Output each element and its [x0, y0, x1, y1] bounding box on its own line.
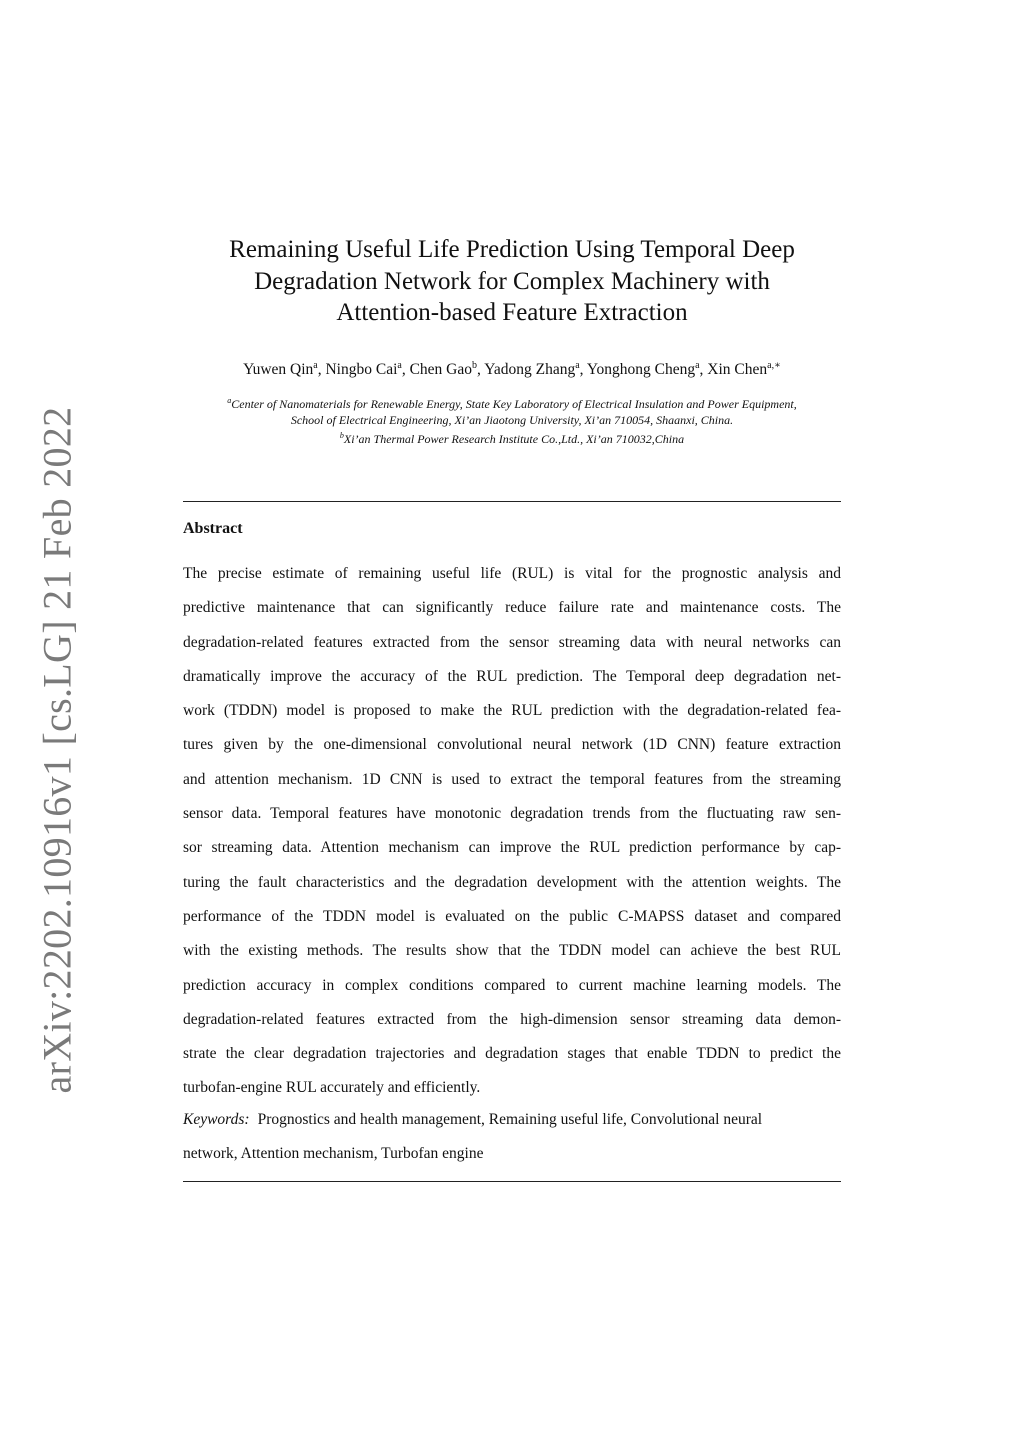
abstract-line: prediction accuracy in complex conditions compared to current machine learning models. The [183, 976, 841, 994]
title-line: Degradation Network for Complex Machinery with [254, 267, 770, 295]
abstract-line: predictive maintenance that can significantly reduce failure rate and maintenance costs. The [183, 599, 841, 617]
abstract-line: performance of the TDDN model is evaluated on the public C-MAPSS dataset and compared [183, 907, 841, 925]
affiliation-b-text: Xi’an Thermal Power Research Institute Co.,Ltd., Xi’an 710032,China [343, 432, 685, 446]
arxiv-identifier-stamp: arXiv:2202.10916v1 [cs.LG] 21 Feb 2022 [34, 406, 80, 1094]
affiliation-b-mark: b [339, 431, 344, 440]
abstract-heading: Abstract [183, 520, 243, 537]
keywords-line-1 [183, 1108, 841, 1142]
affiliation-a-line-1 [150, 393, 874, 412]
affiliation-a-mark: a [227, 396, 232, 405]
author-affiliation-mark: b [472, 360, 478, 371]
author-affiliation-mark: a [695, 360, 700, 371]
keywords-line-2: network, Attention mechanism, Turbofan engine [183, 1145, 484, 1163]
author-name: Chen Gao [409, 361, 473, 379]
affiliation-a-text: Center of Nanomaterials for Renewable Energy, State Key Laboratory of Electrical Insulation and Power Equipment, [231, 397, 797, 411]
author-name: Yuwen Qin [243, 361, 314, 379]
keywords [183, 1108, 841, 1177]
author-affiliation-mark: a [397, 360, 402, 371]
keywords-text: Prognostics and health management, Remaining useful life, Convolutional neural [257, 1111, 763, 1128]
abstract-line: degradation-related features extracted from the sensor streaming data with neural networks can [183, 633, 841, 651]
author-affiliation-mark: a,∗ [767, 360, 781, 371]
abstract-line: sensor data. Temporal features have monotonic degradation trends from the fluctuating raw sen- [183, 805, 841, 823]
abstract-line: sor streaming data. Attention mechanism can improve the RUL prediction performance by cap- [183, 839, 841, 857]
author-affiliation-mark: a [313, 360, 318, 371]
affiliations [150, 393, 874, 447]
author-name: Xin Chen [707, 361, 768, 379]
abstract-line: tures given by the one-dimensional convolutional neural network (1D CNN) feature extraction [183, 736, 841, 754]
affiliation-a-line-2: School of Electrical Engineering, Xi’an Jiaotong University, Xi’an 710054, Shaanxi, China. [290, 413, 734, 427]
abstract-top-rule [183, 501, 841, 502]
paper-title [180, 234, 844, 329]
abstract-line: turing the fault characteristics and the degradation development with the attention weights. The [183, 873, 841, 891]
title-line: Remaining Useful Life Prediction Using Temporal Deep [229, 236, 795, 263]
author-name: Yonghong Cheng [586, 361, 696, 379]
author-name: Yadong Zhang [484, 361, 576, 379]
affiliation-b-line [150, 428, 874, 447]
author-affiliation-mark: a [575, 360, 580, 371]
abstract-line: turbofan-engine RUL accurately and efficiently. [183, 1079, 481, 1097]
abstract-line: work (TDDN) model is proposed to make the RUL prediction with the degradation-related fea- [183, 702, 841, 720]
abstract-line: The precise estimate of remaining useful life (RUL) is vital for the prognostic analysis and [183, 565, 841, 582]
abstract-line: degradation-related features extracted from the high-dimension sensor streaming data demon- [183, 1010, 841, 1028]
author-name: Ningbo Cai [325, 361, 398, 379]
abstract-bottom-rule [183, 1181, 841, 1182]
abstract-line: dramatically improve the accuracy of the RUL prediction. The Temporal deep degradation net- [183, 667, 841, 685]
abstract-line: strate the clear degradation trajectories and degradation stages that enable TDDN to predict the [183, 1045, 841, 1063]
title-line: Attention-based Feature Extraction [336, 299, 688, 326]
author-list: Yuwen Qin$^a$, Ningbo Cai$^a$, Chen Gao$^b$, Yadong Zhang$^a$, Yonghong Cheng$^a$, Xin Chen$^{a,∗}$ [243, 360, 781, 379]
abstract-line: with the existing methods. The results show that the TDDN model can achieve the best RUL [183, 942, 841, 960]
abstract-line: and attention mechanism. 1D CNN is used to extract the temporal features from the streaming [183, 770, 841, 788]
keywords-label: Keywords: [183, 1111, 250, 1128]
abstract-text [183, 562, 841, 1111]
